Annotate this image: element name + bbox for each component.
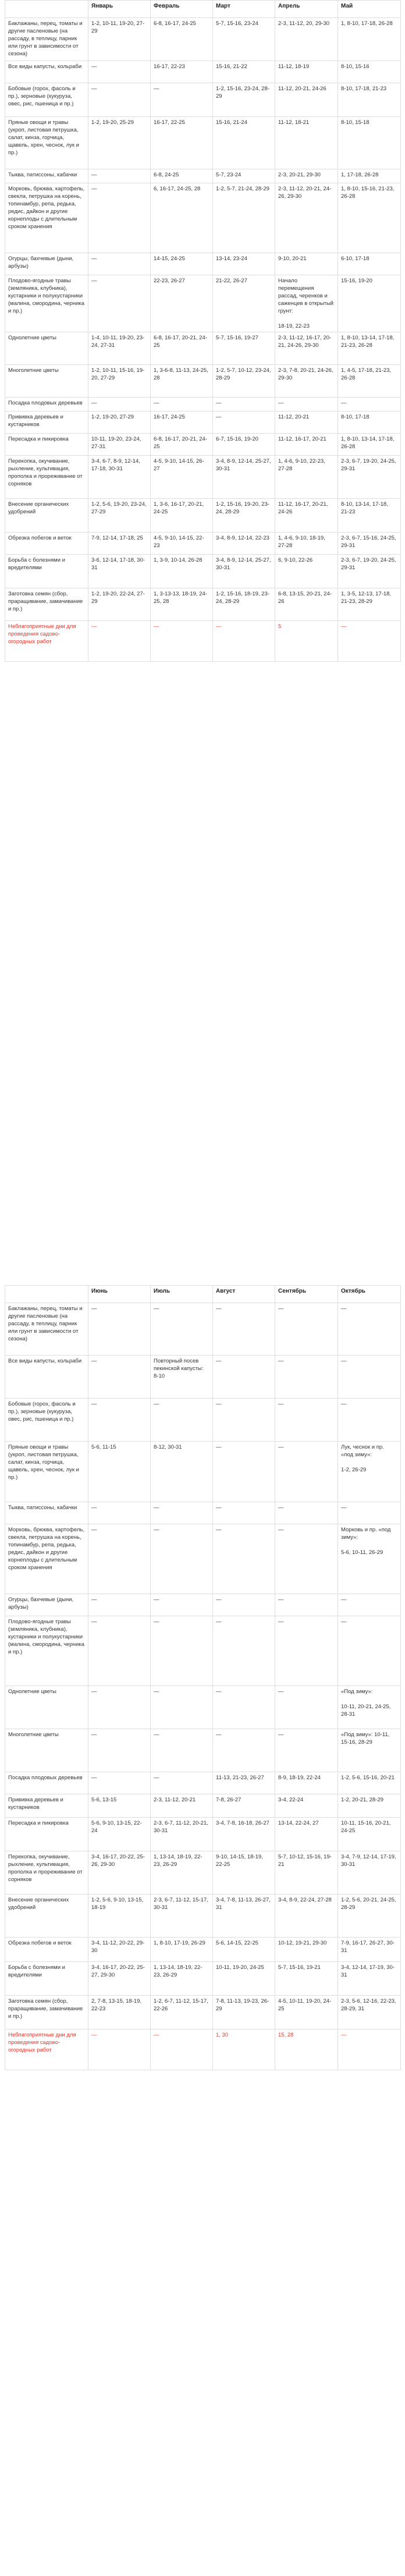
date-cell: 11-12, 16-17, 20-21: [275, 434, 338, 456]
date-cell: —: [151, 1524, 213, 1594]
date-cell: 5-7, 15-16, 23-24: [213, 18, 275, 61]
crop-name: Все виды капусты, кольраби: [5, 1356, 88, 1399]
month-header: Июль: [151, 1286, 213, 1303]
crop-name: Плодово-ягодные травы (земляника, клубника), кустарники и полукустарники (малина, смородина, черника и пр.): [5, 1616, 88, 1686]
month-header: Февраль: [151, 1, 213, 18]
crop-name: Огурцы, бахчевые (дыни, арбузы): [5, 253, 88, 275]
crop-name: Неблагоприятные дни для проведения садово-огородных работ: [5, 621, 88, 662]
date-cell: 5-7, 10-12, 15-16, 19-21: [275, 1851, 338, 1894]
date-cell: —: [213, 1502, 275, 1524]
date-cell: 3-4, 7-8, 11-13, 26-27, 31: [213, 1894, 275, 1938]
date-cell: 10-11, 19-20, 23-24, 27-31: [88, 434, 151, 456]
date-cell: —: [88, 1686, 151, 1729]
date-cell: 11-12, 16-17, 20-21, 24-26: [275, 499, 338, 533]
date-cell: —: [151, 83, 213, 117]
calendar-table-jun-oct: [5, 1285, 401, 2070]
date-cell: —: [151, 1686, 213, 1729]
date-cell: 10-11, 15-16, 20-21, 24-25: [338, 1818, 401, 1851]
crop-name: Однолетние цветы: [5, 332, 88, 365]
crop-name: Бобовые (горох, фасоль и пр.), зерновые (кукуруза, овес, рис, пшеница и пр.): [5, 1399, 88, 1442]
date-cell: —: [151, 1399, 213, 1442]
date-cell: —: [213, 1729, 275, 1772]
date-cell: 2-3, 7-8, 20-21, 24-26, 29-30: [275, 365, 338, 398]
date-cell: —: [88, 1356, 151, 1399]
date-cell: —: [275, 1524, 338, 1594]
date-cell: 2-3, 6-7, 15-16, 24-25, 29-31: [338, 533, 401, 555]
date-cell: 1, 8-10, 13-14, 17-18, 26-28: [338, 434, 401, 456]
table-row: [5, 1356, 401, 1399]
date-cell: —: [88, 275, 151, 332]
date-cell: 3-4, 16-17, 20-22, 25-27, 29-30: [88, 1962, 151, 1996]
date-cell: Лук, чеснок и пр. «под зиму»: 1-2, 26-29: [338, 1442, 401, 1502]
date-cell: 8-9, 18-19, 22-24: [275, 1772, 338, 1794]
month-header: Июнь: [88, 1286, 151, 1303]
date-cell: —: [151, 1594, 213, 1616]
date-cell: 2-3, 5-6, 12-16, 22-23, 28-29, 31: [338, 1996, 401, 2029]
date-cell: 1, 30: [213, 2029, 275, 2070]
date-cell: 6-10, 17-18: [338, 253, 401, 275]
crop-name: Все виды капусты, кольраби: [5, 61, 88, 83]
date-cell: —: [213, 1616, 275, 1686]
date-cell: —: [88, 1399, 151, 1442]
date-cell: 1, 8-10, 17-18, 26-28: [338, 18, 401, 61]
table-row: [5, 332, 401, 365]
crop-name: Внесение органических удобрений: [5, 1894, 88, 1938]
table-row: [5, 411, 401, 434]
crop-name: Борьба с болезнями и вредителями: [5, 555, 88, 588]
date-cell: —: [275, 1356, 338, 1399]
date-cell: 2-3, 11-12, 16-17, 20-21, 24-26, 29-30: [275, 332, 338, 365]
date-cell: 11-12, 18-21: [275, 117, 338, 169]
crop-name: Морковь, брюква, картофель, свекла, петрушка на корень, топинамбур, репа, редька, редис, дайкон и другие корнеплоды с длительным сроком хранения: [5, 1524, 88, 1594]
date-cell: 1, 4-5, 17-18, 21-23, 26-28: [338, 365, 401, 398]
date-cell: 2-3, 11-12, 20-21, 24-26, 29-30: [275, 183, 338, 253]
date-cell: 5-7, 23-24: [213, 169, 275, 183]
date-cell: —: [88, 1772, 151, 1794]
date-cell: 3-4, 7-9, 12-14, 17-19, 30-31: [338, 1851, 401, 1894]
crop-name: Пряные овощи и травы (укроп, листовая петрушка, салат, кинза, горчица, щавель, хрен, чеснок, лук и пр.): [5, 117, 88, 169]
date-cell: —: [275, 1686, 338, 1729]
table-row: [5, 61, 401, 83]
date-cell: 14-15, 24-25: [151, 253, 213, 275]
table-row: [5, 1794, 401, 1818]
date-cell: 1-2, 20-21, 28-29: [338, 1794, 401, 1818]
date-cell: 1, 13-14, 18-19, 22-23, 26-29: [151, 1851, 213, 1894]
date-cell: 3-4, 22-24: [275, 1794, 338, 1818]
date-cell: —: [213, 1686, 275, 1729]
date-cell: 6, 16-17, 24-25, 28: [151, 183, 213, 253]
date-cell: —: [275, 1594, 338, 1616]
header-corner: [5, 1286, 88, 1303]
date-cell: 1, 3-9, 10-14, 26-28: [151, 555, 213, 588]
date-cell: 13-14, 23-24: [213, 253, 275, 275]
date-cell: —: [88, 1524, 151, 1594]
date-cell: 1-2, 10-11, 15-16, 19-20, 27-29: [88, 365, 151, 398]
crop-name: Многолетние цветы: [5, 365, 88, 398]
date-cell: —: [275, 1442, 338, 1502]
crop-name: Посадка плодовых деревьев: [5, 1772, 88, 1794]
header-row: [5, 1, 401, 18]
date-cell: —: [151, 1616, 213, 1686]
crop-name: Однолетние цветы: [5, 1686, 88, 1729]
date-cell: 11-12, 20-21, 24-26: [275, 83, 338, 117]
month-header: Январь: [88, 1, 151, 18]
table-row: [5, 1938, 401, 1962]
date-cell: —: [88, 83, 151, 117]
month-header: Август: [213, 1286, 275, 1303]
table-row: [5, 1772, 401, 1794]
date-cell: 1-2, 6-7, 11-12, 15-17, 22-26: [151, 1996, 213, 2029]
date-cell: 6-8, 16-17, 20-21, 24-25: [151, 434, 213, 456]
date-cell: 1-2, 5-6, 9-10, 13-15, 18-19: [88, 1894, 151, 1938]
date-cell: 1-2, 15-16, 23-24, 28-29: [213, 83, 275, 117]
date-cell: —: [275, 1399, 338, 1442]
date-cell: 7-8, 11-13, 19-23, 26-29: [213, 1996, 275, 2029]
date-cell: 8-12, 30-31: [151, 1442, 213, 1502]
date-cell: —: [151, 1729, 213, 1772]
date-cell: —: [338, 1616, 401, 1686]
date-cell: 1-2, 5-7, 21-24, 28-29: [213, 183, 275, 253]
date-cell: 1-2, 19-20, 25-29: [88, 117, 151, 169]
crop-name: Баклажаны, перец, томаты и другие пасленовые (на рассаду, в теплицу, парник или грунт в зависимости от сезона): [5, 18, 88, 61]
table-row: [5, 1594, 401, 1616]
date-cell: —: [213, 621, 275, 662]
date-cell: 2-3, 6-7, 19-20, 24-25, 29-31: [338, 555, 401, 588]
date-cell: 1-2, 5-7, 10-12, 23-24, 28-29: [213, 365, 275, 398]
date-cell: 3-4, 12-14, 17-19, 30-31: [338, 1962, 401, 1996]
date-cell: 3-4, 8-9, 22-24, 27-28: [275, 1894, 338, 1938]
date-cell: 1, 8-10, 13-14, 17-18, 21-23, 26-28: [338, 332, 401, 365]
table-row: [5, 456, 401, 499]
date-cell: 3-4, 11-12, 20-22, 29-30: [88, 1938, 151, 1962]
date-cell: 1-2, 5-6, 20-21, 24-25, 28-29: [338, 1894, 401, 1938]
date-cell: 16-17, 24-25: [151, 411, 213, 434]
month-header: Май: [338, 1, 401, 18]
table-row: [5, 555, 401, 588]
date-cell: —: [213, 1399, 275, 1442]
date-cell: 4-5, 9-10, 14-15, 22-23: [151, 533, 213, 555]
date-cell: 21-22, 26-27: [213, 275, 275, 332]
table-row: [5, 253, 401, 275]
header-corner: [5, 1, 88, 18]
date-cell: 6-8, 16-17, 20-21, 24-25: [151, 332, 213, 365]
date-cell: «Под зиму»: 10-11, 20-21, 24-25, 28-31: [338, 1686, 401, 1729]
date-cell: 2-3, 6-7, 11-12, 20-21, 30-31: [151, 1818, 213, 1851]
table-row: [5, 499, 401, 533]
date-cell: —: [275, 1616, 338, 1686]
date-cell: —: [275, 1502, 338, 1524]
table-row: [5, 169, 401, 183]
date-cell: —: [275, 398, 338, 411]
table-row: [5, 1894, 401, 1938]
crop-name: Заготовка семян (сбор, праращивание, замачивание и пр.): [5, 588, 88, 621]
crop-name: Обрезка побегов и веток: [5, 533, 88, 555]
table-row: [5, 1996, 401, 2029]
date-cell: 5-6, 11-15: [88, 1442, 151, 1502]
date-cell: —: [213, 1524, 275, 1594]
crop-name: Огурцы, бахчевые (дыни, арбузы): [5, 1594, 88, 1616]
table-row: [5, 1303, 401, 1356]
crop-name: Морковь, брюква, картофель, свекла, петрушка на корень, топинамбур, репа, редька, редис, дайкон и другие корнеплоды с длительным сроком хранения: [5, 183, 88, 253]
date-cell: 2-3, 11-12, 20, 29-30: [275, 18, 338, 61]
date-cell: 8-10, 17-18, 21-23: [338, 83, 401, 117]
date-cell: 1, 8-10, 17-19, 26-29: [151, 1938, 213, 1962]
date-cell: —: [213, 398, 275, 411]
crop-name: Баклажаны, перец, томаты и другие пасленовые (на рассаду, в теплицу, парник или грунт в зависимости от сезона): [5, 1303, 88, 1356]
date-cell: 1, 13-14, 18-19, 22-23, 26-29: [151, 1962, 213, 1996]
date-cell: 3-4, 6-7, 8-9, 12-14, 17-18, 30-31: [88, 456, 151, 499]
date-cell: —: [88, 2029, 151, 2070]
date-cell: 6-8, 24-25: [151, 169, 213, 183]
crop-name: Плодово-ягодные травы (земляника, клубника), кустарники и полукустарники (малина, смородина, черника и пр.): [5, 275, 88, 332]
table-row: [5, 117, 401, 169]
crop-name: Посадка плодовых деревьев: [5, 398, 88, 411]
table-row: [5, 1729, 401, 1772]
date-cell: —: [338, 2029, 401, 2070]
date-cell: 2, 7-8, 13-15, 18-19, 22-23: [88, 1996, 151, 2029]
date-cell: 1, 17-18, 26-28: [338, 169, 401, 183]
date-cell: 6-7, 15-16, 19-20: [213, 434, 275, 456]
date-cell: 1, 3-5, 12-13, 17-18, 21-23, 28-29: [338, 588, 401, 621]
date-cell: 1-2, 10-11, 19-20, 27-29: [88, 18, 151, 61]
date-cell: 3-4, 8-9, 12-14, 25-27, 30-31: [213, 456, 275, 499]
date-cell: —: [151, 398, 213, 411]
date-cell: 2-3, 20-21, 29-30: [275, 169, 338, 183]
crop-name: Прививка деревьев и кустарников: [5, 1794, 88, 1818]
crop-name: Перекопка, окучивание, рыхление, культивация, прополка и прореживание от сорняков: [5, 1851, 88, 1894]
date-cell: —: [151, 2029, 213, 2070]
table-row: [5, 1442, 401, 1502]
date-cell: —: [213, 1594, 275, 1616]
date-cell: —: [88, 1502, 151, 1524]
date-cell: 8-10, 15-18: [338, 117, 401, 169]
date-cell: 3-4, 16-17, 20-22, 25-26, 29-30: [88, 1851, 151, 1894]
date-cell: 2-3, 6-7, 11-12, 15-17, 30-31: [151, 1894, 213, 1938]
date-cell: —: [213, 1356, 275, 1399]
date-cell: —: [338, 621, 401, 662]
date-cell: 7-8, 26-27: [213, 1794, 275, 1818]
date-cell: 4-5, 9-10, 14-15, 26-27: [151, 456, 213, 499]
date-cell: —: [88, 398, 151, 411]
header-row: [5, 1286, 401, 1303]
date-cell: —: [338, 1303, 401, 1356]
table-row: [5, 275, 401, 332]
calendar-table-jan-may: [5, 0, 401, 662]
unfavorable-days-row: [5, 2029, 401, 2070]
crop-name: Прививка деревьев и кустарников: [5, 411, 88, 434]
table-row: [5, 1524, 401, 1594]
date-cell: Начало перемещения рассад, черенков и саженцев в открытый грунт: 18-19, 22-23: [275, 275, 338, 332]
date-cell: 6-8, 13-15, 20-21, 24-26: [275, 588, 338, 621]
crop-name: Пересадка и пикировка: [5, 434, 88, 456]
date-cell: —: [213, 411, 275, 434]
date-cell: 11-12, 18-19: [275, 61, 338, 83]
date-cell: 1, 4-6, 9-10, 22-23, 27-28: [275, 456, 338, 499]
crop-name: Неблагоприятные дни для проведения садово-огородных работ: [5, 2029, 88, 2070]
date-cell: —: [151, 621, 213, 662]
date-cell: 7-9, 16-17, 26-27, 30-31: [338, 1938, 401, 1962]
date-cell: —: [151, 1303, 213, 1356]
crop-name: Внесение органических удобрений: [5, 499, 88, 533]
table-row: [5, 533, 401, 555]
date-cell: 5-7, 15-16, 19-21: [275, 1962, 338, 1996]
date-cell: 1-2, 15-16, 18-19, 23-24, 28-29: [213, 588, 275, 621]
date-cell: —: [88, 169, 151, 183]
date-cell: —: [338, 1594, 401, 1616]
date-cell: 15-16, 21-24: [213, 117, 275, 169]
date-cell: —: [88, 1303, 151, 1356]
crop-name: Пряные овощи и травы (укроп, листовая петрушка, салат, кинза, горчица, щавель, хрен, чеснок, лук и пр.): [5, 1442, 88, 1502]
date-cell: 9-10, 20-21: [275, 253, 338, 275]
date-cell: 4-5, 10-11, 19-20, 24-25: [275, 1996, 338, 2029]
table-row: [5, 183, 401, 253]
table-row: [5, 1851, 401, 1894]
date-cell: «Под зиму»: 10-11, 15-16, 28-29: [338, 1729, 401, 1772]
date-cell: 9-10, 14-15, 18-19, 22-25: [213, 1851, 275, 1894]
crop-name: Тыква, патиссоны, кабачки: [5, 1502, 88, 1524]
date-cell: 1-2, 5-6, 15-16, 20-21: [338, 1772, 401, 1794]
table-row: [5, 588, 401, 621]
crop-name: Заготовка семян (сбор, праращивание, замачивание и пр.): [5, 1996, 88, 2029]
date-cell: —: [338, 398, 401, 411]
date-cell: 1, 8-10, 15-16, 21-23, 26-28: [338, 183, 401, 253]
crop-name: Борьба с болезнями и вредителями: [5, 1962, 88, 1996]
date-cell: 1, 3-6, 16-17, 20-21, 24-25: [151, 499, 213, 533]
crop-name: Многолетние цветы: [5, 1729, 88, 1772]
table-row: [5, 1399, 401, 1442]
date-cell: Повторный посев пекинской капусты: 8-10: [151, 1356, 213, 1399]
date-cell: —: [88, 1594, 151, 1616]
crop-name: Бобовые (горох, фасоль и пр.), зерновые (кукуруза, овес, рис, пшеница и пр.): [5, 83, 88, 117]
date-cell: 16-17, 22-25: [151, 117, 213, 169]
date-cell: 5-6, 14-15, 22-25: [213, 1938, 275, 1962]
date-cell: 1, 3-6-8, 11-13, 24-25, 28: [151, 365, 213, 398]
date-cell: 13-14, 22-24, 27: [275, 1818, 338, 1851]
table-row: [5, 18, 401, 61]
date-cell: —: [88, 1616, 151, 1686]
date-cell: 11-13, 21-23, 26-27: [213, 1772, 275, 1794]
date-cell: 15, 28: [275, 2029, 338, 2070]
date-cell: 5-7, 15-16, 19-27: [213, 332, 275, 365]
month-header: Сентябрь: [275, 1286, 338, 1303]
date-cell: 3-4, 8-9, 12-14, 22-23: [213, 533, 275, 555]
date-cell: —: [213, 1442, 275, 1502]
date-cell: 1-2, 5-6, 19-20, 23-24, 27-29: [88, 499, 151, 533]
date-cell: 1-4, 10-11, 19-20, 23-24, 27-31: [88, 332, 151, 365]
table-row: [5, 434, 401, 456]
table-row: [5, 1686, 401, 1729]
date-cell: 8-10, 15-16: [338, 61, 401, 83]
month-header: Март: [213, 1, 275, 18]
date-cell: —: [88, 183, 151, 253]
date-cell: 2-3, 6-7, 19-20, 24-25, 29-31: [338, 456, 401, 499]
date-cell: 5-6, 9-10, 13-15, 22-24: [88, 1818, 151, 1851]
date-cell: 5-6, 13-15: [88, 1794, 151, 1818]
date-cell: 8-10, 13-14, 17-18, 21-23: [338, 499, 401, 533]
unfavorable-days-row: [5, 621, 401, 662]
date-cell: 3-4, 8-9, 12-14, 25-27, 30-31: [213, 555, 275, 588]
date-cell: —: [151, 1502, 213, 1524]
date-cell: —: [275, 1729, 338, 1772]
date-cell: 15-16, 19-20: [338, 275, 401, 332]
date-cell: —: [213, 1303, 275, 1356]
date-cell: 7-9, 12-14, 17-18, 25: [88, 533, 151, 555]
date-cell: 2-3, 11-12, 20-21: [151, 1794, 213, 1818]
date-cell: 3-4, 7-8, 16-18, 26-27: [213, 1818, 275, 1851]
date-cell: —: [275, 1303, 338, 1356]
date-cell: 1-2, 19-20, 27-29: [88, 411, 151, 434]
date-cell: —: [338, 1399, 401, 1442]
crop-name: Перекопка, окучивание, рыхление, культивация, прополка и прореживание от сорняков: [5, 456, 88, 499]
crop-name: Обрезка побегов и веток: [5, 1938, 88, 1962]
date-cell: 1, 3-13-13, 18-19, 24-25, 28: [151, 588, 213, 621]
table-row: [5, 1818, 401, 1851]
month-header: Апрель: [275, 1, 338, 18]
date-cell: 8-10, 17-18: [338, 411, 401, 434]
date-cell: 1-2, 19-20, 22-24, 27-29: [88, 588, 151, 621]
date-cell: Морковь и пр. «под зиму»: 5-6, 10-11, 26-29: [338, 1524, 401, 1594]
table-row: [5, 1502, 401, 1524]
date-cell: —: [88, 621, 151, 662]
date-cell: —: [88, 61, 151, 83]
date-cell: 1-2, 15-16, 19-20, 23-24, 28-29: [213, 499, 275, 533]
month-header: Октябрь: [338, 1286, 401, 1303]
date-cell: 22-23, 26-27: [151, 275, 213, 332]
table-row: [5, 365, 401, 398]
date-cell: —: [151, 1772, 213, 1794]
date-cell: 16-17, 22-23: [151, 61, 213, 83]
date-cell: —: [338, 1502, 401, 1524]
date-cell: 1, 4-6, 9-10, 18-19, 27-28: [275, 533, 338, 555]
crop-name: Тыква, патиссоны, кабачки: [5, 169, 88, 183]
date-cell: —: [88, 1729, 151, 1772]
date-cell: 6-8, 16-17, 24-25: [151, 18, 213, 61]
date-cell: 11-12, 20-21: [275, 411, 338, 434]
date-cell: 10-11, 19-20, 24-25: [213, 1962, 275, 1996]
date-cell: 5: [275, 621, 338, 662]
table-row: [5, 1962, 401, 1996]
table-row: [5, 1616, 401, 1686]
table-row: [5, 83, 401, 117]
date-cell: 3-6, 12-14, 17-18, 30-31: [88, 555, 151, 588]
crop-name: Пересадка и пикировка: [5, 1818, 88, 1851]
date-cell: 15-16, 21-22: [213, 61, 275, 83]
date-cell: 6, 9-10, 22-26: [275, 555, 338, 588]
date-cell: 10-12, 19-21, 29-30: [275, 1938, 338, 1962]
date-cell: —: [88, 253, 151, 275]
table-row: [5, 398, 401, 411]
date-cell: —: [338, 1356, 401, 1399]
